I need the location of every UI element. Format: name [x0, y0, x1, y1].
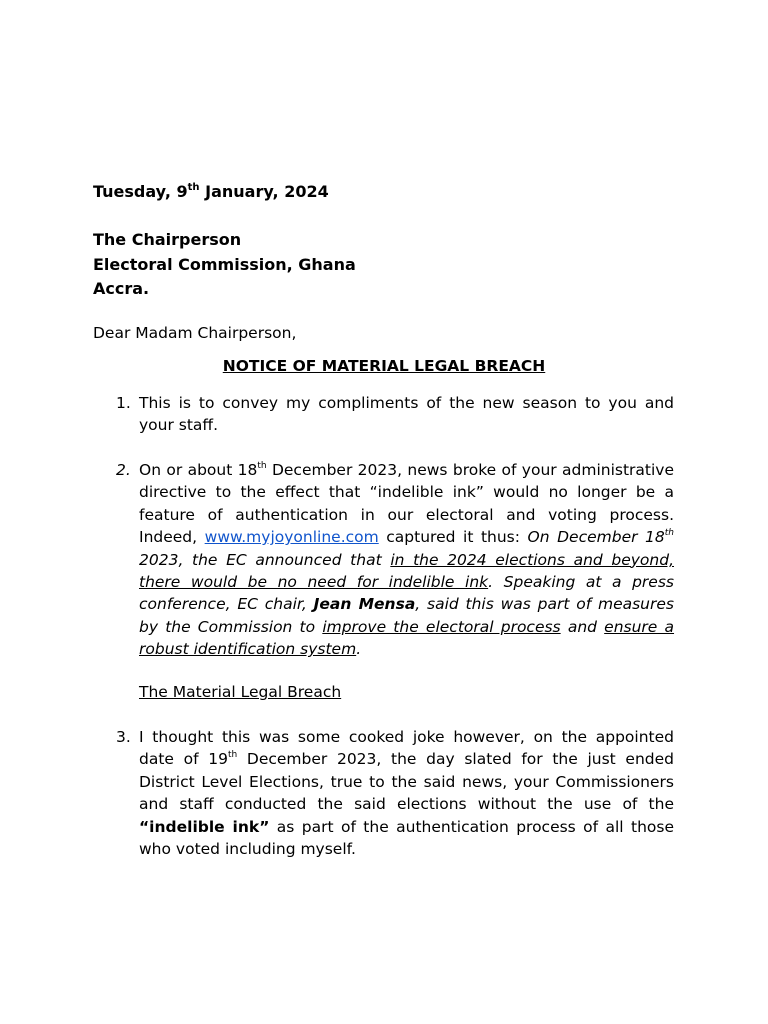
p2-text-2: December 2023, news broke of your administrative directive to the effect that “indelible ink” would no longer be a feature of authentication in our electoral and voting process. Indeed, — [139, 461, 674, 547]
address-line-3: Accra. — [93, 279, 150, 298]
p2-text-1: On or about 18 — [139, 461, 258, 479]
quote-underlined-2: improve the electoral process — [322, 617, 561, 636]
quote-underlined-1: in the 2024 elections and beyond, there would be no need for indelible ink — [139, 550, 674, 592]
paragraph-2 — [139, 459, 674, 661]
letter-heading — [0, 355, 768, 377]
quote-bold-name: Jean Mensa — [313, 595, 416, 614]
p3-text-1: I thought this was some cooked joke however, on the appointed date of 19 — [139, 728, 674, 769]
quote-part-10: . — [356, 640, 362, 659]
p3-sup-1: th — [227, 750, 238, 761]
quote-sup: th — [664, 528, 674, 539]
paragraph-2-number: 2. — [116, 461, 131, 479]
section-subheading: The Material Legal Breach — [139, 683, 342, 701]
quote-part-2: 2023, the EC announced that — [139, 550, 391, 569]
myjoyonline-link[interactable]: www.myjoyonline.com — [204, 528, 379, 547]
date-suffix: th — [187, 181, 200, 193]
heading-text: NOTICE OF MATERIAL LEGAL BREACH — [222, 357, 546, 375]
letter-date — [93, 181, 329, 203]
quote-part-8: and — [560, 617, 605, 636]
p3-bold-term: “indelible ink” — [139, 817, 270, 836]
quote-part-1: On December 18 — [527, 528, 665, 547]
p2-quote — [139, 528, 674, 658]
quote-underlined-3: ensure a robust identification system — [139, 617, 675, 659]
p3-text-2: December 2023, the day slated for the just ended District Level Elections, true to the said news, your Commissioners and staff conducted the said elections without the use of the — [139, 750, 674, 814]
paragraph-3-number: 3. — [116, 728, 131, 746]
date-month-year: January, 2024 — [199, 182, 329, 201]
address-line-2: Electoral Commission, Ghana — [93, 254, 356, 274]
p2-sup-1: th — [257, 460, 267, 471]
quote-part-6: , said this was part of measures by the Commission to — [139, 595, 674, 636]
date-day: Tuesday, 9 — [93, 182, 188, 201]
paragraph-3 — [139, 726, 674, 860]
recipient-address — [93, 228, 356, 302]
p2-text-3: captured it thus: — [378, 528, 528, 547]
address-line-1: The Chairperson — [93, 230, 242, 249]
quote-part-4: . Speaking at a press conference, EC chair, — [139, 573, 674, 614]
salutation: Dear Madam Chairperson, — [93, 324, 297, 342]
paragraph-1: This is to convey my compliments of the new season to you and your staff. — [139, 394, 674, 435]
paragraph-1-number: 1. — [116, 394, 131, 412]
p3-text-4: as part of the authentication process of all those who voted including myself. — [139, 817, 674, 859]
